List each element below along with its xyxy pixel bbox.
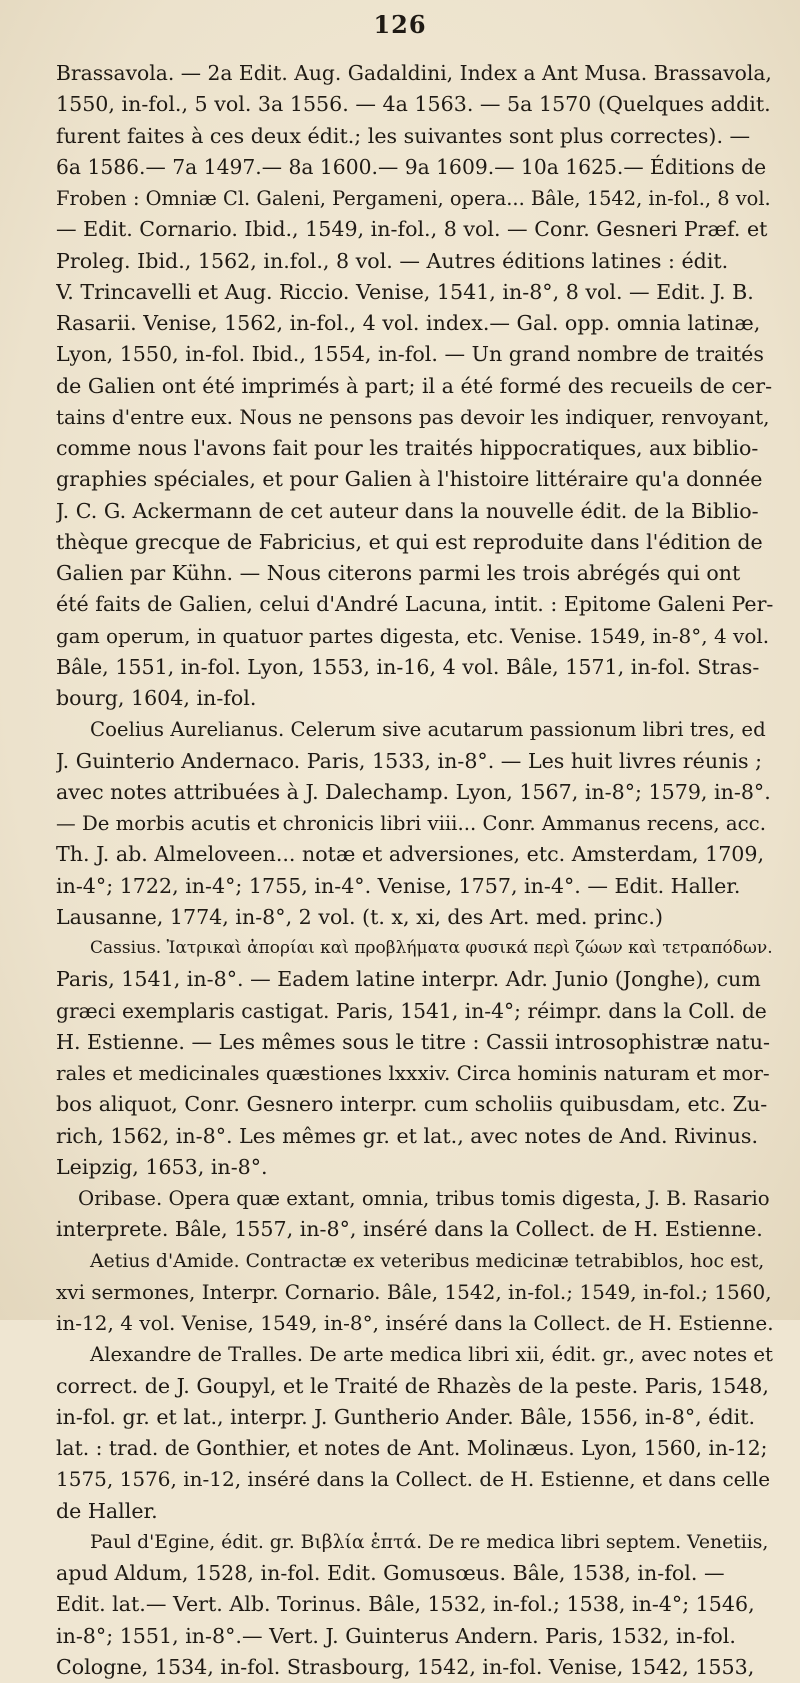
text-line: xvi sermones, Interpr. Cornario. Bâle, 1542, in-fol.; 1549, in-fol.; 1560, [56, 1279, 772, 1304]
text-line: in-12, 4 vol. Venise, 1549, in-8°, inséré dans la Collect. de H. Estienne. [56, 1311, 774, 1335]
entry-start-line: Aetius d'Amide. Contractæ ex veteribus medicinæ tetrabiblos, hoc est, [90, 1250, 765, 1272]
entry-start-line: Alexandre de Tralles. De arte medica libri xii, édit. gr., avec notes et [90, 1343, 773, 1367]
text-line: interprete. Bâle, 1557, in-8°, inséré dans la Collect. de H. Estienne. [56, 1217, 763, 1242]
text-line: thèque grecque de Fabricius, et qui est reproduite dans l'édition de [56, 529, 763, 554]
text-line: in-fol. gr. et lat., interpr. J. Guntherio Ander. Bâle, 1556, in-8°, édit. [56, 1404, 756, 1429]
text-line: 1550, in-fol., 5 vol. 3a 1556. — 4a 1563. — 5a 1570 (Quelques addit. [56, 92, 771, 117]
text-line: lat. : trad. de Gonthier, et notes de Ant. Molinæus. Lyon, 1560, in-12; [56, 1436, 768, 1460]
text-line: in-8°; 1551, in-8°.— Vert. J. Guinterus Andern. Paris, 1532, in-fol. [56, 1623, 736, 1648]
text-line: été faits de Galien, celui d'André Lacuna, intit. : Epitome Galeni Per- [56, 592, 774, 617]
text-line: apud Aldum, 1528, in-fol. Edit. Gomusœus. Bâle, 1538, in-fol. — [56, 1561, 725, 1585]
text-line: Lyon, 1550, in-fol. Ibid., 1554, in-fol. — Un grand nombre de traités [56, 342, 764, 367]
text-line: Galien par Kühn. — Nous citerons parmi les trois abrégés qui ont [56, 561, 741, 585]
text-line: de Galien ont été imprimés à part; il a été formé des recueils de cer- [56, 373, 773, 398]
text-line: tains d'entre eux. Nous ne pensons pas devoir les indiquer, renvoyant, [56, 404, 770, 429]
text-line: Edit. lat.— Vert. Alb. Torinus. Bâle, 1532, in-fol.; 1538, in-4°; 1546, [56, 1592, 755, 1617]
text-line: gam operum, in quatuor partes digesta, etc. Venise. 1549, in-8°, 4 vol. [56, 623, 770, 648]
text-line: rich, 1562, in-8°. Les mêmes gr. et lat., avec notes de And. Rivinus. [56, 1123, 758, 1148]
text-line: græci exemplaris castigat. Paris, 1541, in-4°; réimpr. dans la Coll. de [56, 998, 767, 1023]
text-line: Brassavola. — 2a Edit. Aug. Gadaldini, Index a Ant Musa. Brassavola, [56, 61, 772, 85]
text-line: Cologne, 1534, in-fol. Strasbourg, 1542, in-fol. Venise, 1542, 1553, [56, 1654, 755, 1679]
text-line: bos aliquot, Conr. Gesnero interpr. cum scholiis quibusdam, etc. Zu- [56, 1092, 768, 1117]
text-line: H. Estienne. — Les mêmes sous le titre : Cassii introsophistræ natu- [56, 1029, 770, 1054]
text-line: — Edit. Cornario. Ibid., 1549, in-fol., 8 vol. — Conr. Gesneri Præf. et [56, 217, 768, 242]
text-line: Th. J. ab. Almeloveen... notæ et adversiones, etc. Amsterdam, 1709, [56, 842, 765, 867]
text-line: furent faites à ces deux édit.; les suivantes sont plus correctes). — [56, 123, 751, 148]
text-line: 1575, 1576, in-12, inséré dans la Collect. de H. Estienne, et dans celle [56, 1467, 771, 1492]
text-line: rales et medicinales quæstiones lxxxiv. Circa hominis naturam et mor- [56, 1061, 770, 1085]
text-line: J. Guinterio Andernaco. Paris, 1533, in-8°. — Les huit livres réunis ; [56, 748, 763, 773]
entry-start-line: Paul d'Egine, édit. gr. Βιβλία ἑπτά. De re medica libri septem. Venetiis, [90, 1531, 769, 1553]
text-line: Rasarii. Venise, 1562, in-fol., 4 vol. index.— Gal. opp. omnia latinæ, [56, 311, 761, 335]
text-line: graphies spéciales, et pour Galien à l'histoire littéraire qu'a donnée [56, 467, 763, 492]
entry-start-line: Oribase. Opera quæ extant, omnia, tribus tomis digesta, J. B. Rasario [78, 1187, 770, 1210]
text-line: Proleg. Ibid., 1562, in.fol., 8 vol. — Autres éditions latines : édit. [56, 248, 729, 273]
text-line: 6a 1586.— 7a 1497.— 8a 1600.— 9a 1609.— 10a 1625.— Éditions de [56, 154, 767, 179]
text-line: J. C. G. Ackermann de cet auteur dans la nouvelle édit. de la Biblio- [56, 498, 759, 523]
text-line: comme nous l'avons fait pour les traités hippocratiques, aux biblio- [56, 436, 759, 460]
text-line: correct. de J. Goupyl, et le Traité de Rhazès de la peste. Paris, 1548, [56, 1373, 769, 1398]
text-line: Froben : Omniæ Cl. Galeni, Pergameni, opera... Bâle, 1542, in-fol., 8 vol. [56, 187, 771, 210]
text-line: avec notes attribuées à J. Dalechamp. Lyon, 1567, in-8°; 1579, in-8°. [56, 779, 771, 804]
text-line: bourg, 1604, in-fol. [56, 686, 257, 710]
text-line: — De morbis acutis et chronicis libri viii... Conr. Ammanus recens, acc. [56, 812, 766, 835]
text-line: in-4°; 1722, in-4°; 1755, in-4°. Venise, 1757, in-4°. — Edit. Haller. [56, 873, 741, 898]
text-line: Lausanne, 1774, in-8°, 2 vol. (t. x, xi, des Art. med. princ.) [56, 904, 663, 929]
text-line: Leipzig, 1653, in-8°. [56, 1154, 268, 1179]
entry-start-line: Coelius Aurelianus. Celerum sive acutarum passionum libri tres, ed [90, 718, 766, 742]
text-line: de Haller. [56, 1498, 158, 1523]
entry-start-line: Cassius. Ἰατρικαὶ ἀπορίαι καὶ προβλήματα φυσικά περὶ ζώων καὶ τετραπόδων. [90, 938, 773, 958]
text-line: Paris, 1541, in-8°. — Eadem latine interpr. Adr. Junio (Jonghe), cum [56, 967, 761, 992]
bibliography-text [56, 58, 774, 1683]
text-line: V. Trincavelli et Aug. Riccio. Venise, 1541, in-8°, 8 vol. — Edit. J. B. [56, 279, 754, 304]
page-number: 126 [373, 10, 427, 39]
text-line: Bâle, 1551, in-fol. Lyon, 1553, in-16, 4 vol. Bâle, 1571, in-fol. Stras- [56, 654, 760, 679]
